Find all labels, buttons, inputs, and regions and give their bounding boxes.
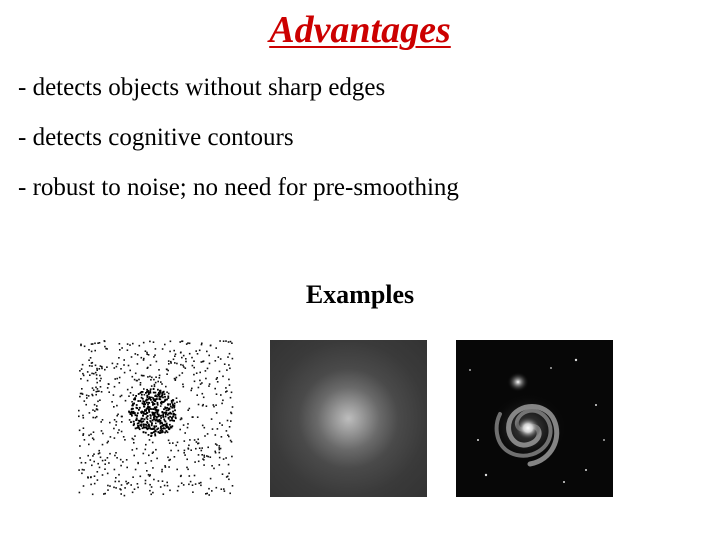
bullet-no-sharp-edges: - detects objects without sharp edges	[18, 74, 386, 101]
bullet-robust-to-noise: - robust to noise; no need for pre-smoothing	[18, 174, 459, 201]
blurred-blob-image	[270, 340, 427, 497]
noisy-dots-image	[78, 340, 235, 497]
slide-title: Advantages	[269, 9, 451, 51]
examples-heading: Examples	[305, 280, 415, 309]
bullet-cognitive-contours: - detects cognitive contours	[18, 124, 294, 151]
spiral-galaxy-image	[456, 340, 613, 497]
